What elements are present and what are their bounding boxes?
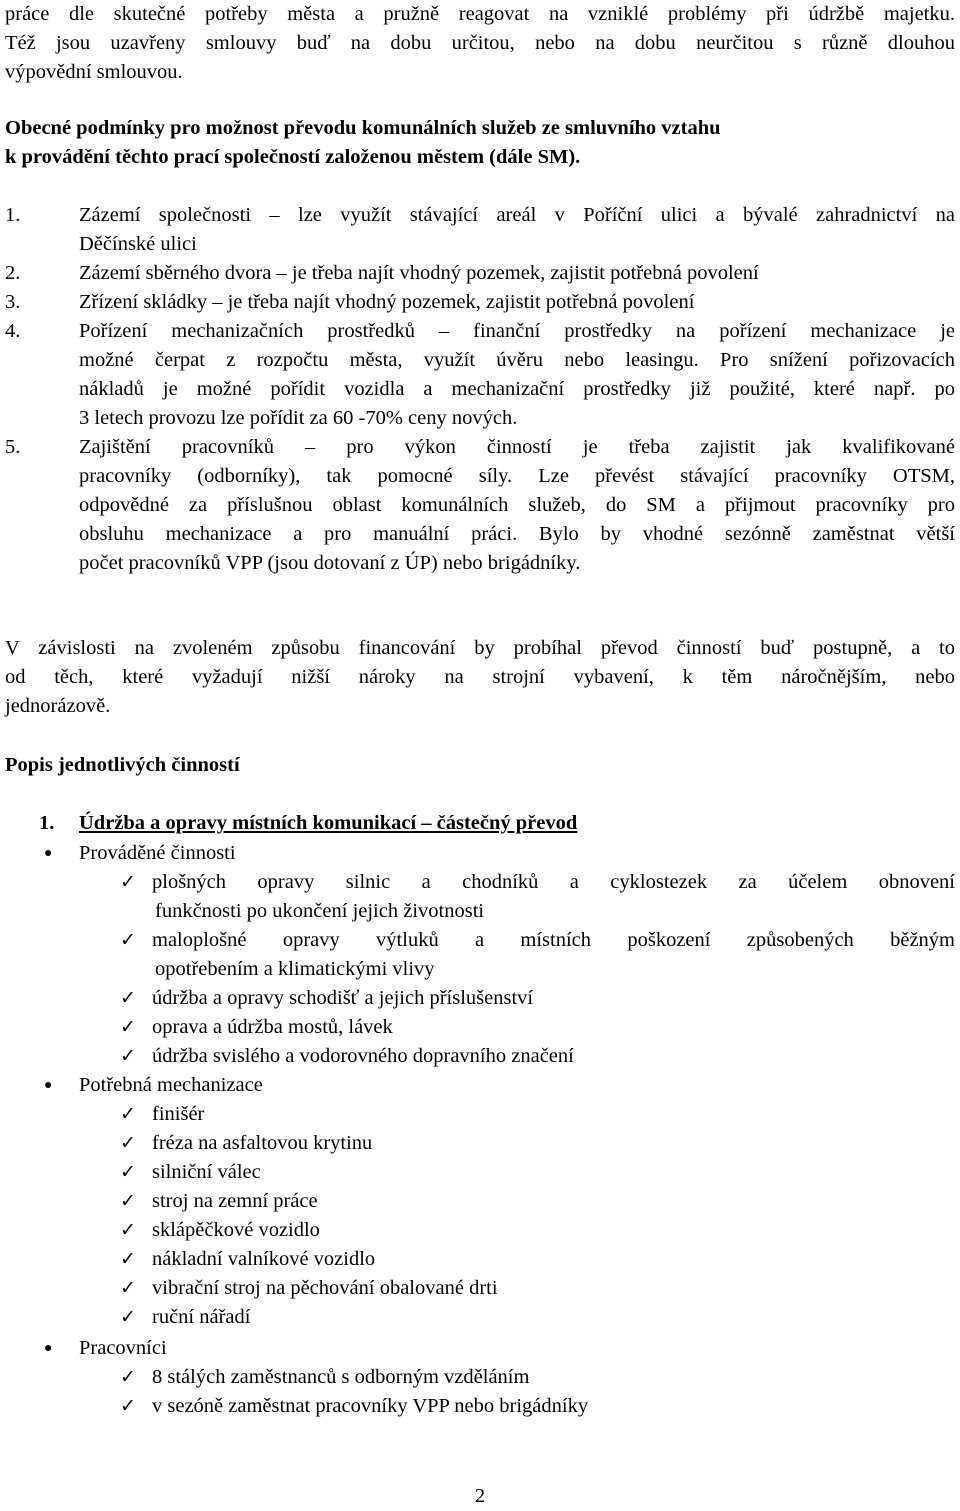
condition-number: 4. (5, 320, 21, 342)
checkmark-icon: ✓ (120, 1219, 136, 1241)
list-item: oprava a údržba mostů, lávek (152, 1016, 393, 1038)
condition-number: 5. (5, 436, 21, 458)
condition-text: Zajištění pracovníků – pro výkon činností je třeba zajistit jak kvalifikované (79, 436, 955, 458)
condition-text: počet pracovníků VPP (jsou dotovaní z ÚP) nebo brigádníky. (79, 552, 581, 574)
financing-line: V závislosti na zvoleném způsobu financování by probíhal převod činností buď postupně, a to (5, 637, 955, 659)
financing-line: jednorázově. (5, 695, 111, 717)
list-item: údržba svislého a vodorovného dopravního značení (152, 1045, 574, 1067)
list-item: nákladní valníkové vozidlo (152, 1248, 376, 1270)
page-number: 2 (474, 1485, 486, 1507)
conditions-heading: Obecné podmínky pro možnost převodu komunálních služeb ze smluvního vztahu (5, 117, 721, 139)
bullet-icon: ● (44, 846, 53, 861)
checkmark-icon: ✓ (120, 1248, 136, 1270)
list-item: fréza na asfaltovou krytinu (152, 1132, 373, 1154)
condition-text: odpovědné za příslušnou oblast komunálních služeb, do SM a přijmout pracovníky pro (79, 494, 955, 516)
list-item: 8 stálých zaměstnanců s odborným vzděláním (152, 1366, 530, 1388)
checkmark-icon: ✓ (120, 1190, 136, 1212)
list-item: sklápěčkové vozidlo (152, 1219, 320, 1241)
intro-line: práce dle skutečné potřeby města a pružně reagovat na vzniklé problémy při údržbě majetku. (5, 3, 955, 25)
list-item: maloplošné opravy výtluků a místních poškození způsobených běžným (152, 929, 955, 951)
bullet-icon: ● (44, 1341, 53, 1356)
condition-number: 2. (5, 262, 21, 284)
condition-text: Zřízení skládky – je třeba najít vhodný pozemek, zajistit potřebná povolení (79, 291, 695, 313)
checkmark-icon: ✓ (120, 1366, 136, 1388)
list-item: finišér (152, 1103, 205, 1125)
checkmark-icon: ✓ (120, 929, 136, 951)
intro-line: výpovědní smlouvou. (5, 61, 183, 83)
checkmark-icon: ✓ (120, 1306, 136, 1328)
conditions-heading: k provádění těchto prací společností založenou městem (dále SM). (5, 146, 581, 168)
financing-line: od těch, které vyžadují nižší nároky na strojní vybavení, k těm náročnějším, nebo (5, 666, 955, 688)
condition-text: Zázemí společnosti – lze využít stávající areál v Poříční ulici a bývalé zahradnictví na (79, 204, 955, 226)
condition-text: 3 letech provozu lze pořídit za 60 -70% ceny nových. (79, 407, 518, 429)
list-item: údržba a opravy schodišť a jejich příslušenství (152, 987, 534, 1009)
section-title: Údržba a opravy místních komunikací – částečný převod (79, 812, 578, 834)
intro-line: Též jsou uzavřeny smlouvy buď na dobu určitou, nebo na dobu neurčitou s různě dlouhou (5, 32, 955, 54)
condition-text: možné čerpat z rozpočtu města, využít úvěru nebo leasingu. Pro snížení pořizovacích (79, 349, 955, 371)
group-label: Potřebná mechanizace (79, 1074, 263, 1096)
condition-text: obsluhu mechanizace a pro manuální práci. Bylo by vhodné sezónně zaměstnat větší (79, 523, 955, 545)
checkmark-icon: ✓ (120, 1045, 136, 1067)
condition-number: 3. (5, 291, 21, 313)
checkmark-icon: ✓ (120, 871, 136, 893)
section-number: 1. (39, 812, 55, 834)
list-item: ruční nářadí (152, 1306, 251, 1328)
condition-number: 1. (5, 204, 21, 226)
condition-text: nákladů je možné pořídit vozidla a mechanizační prostředky již použité, které např. po (79, 378, 955, 400)
list-item: opotřebením a klimatickými vlivy (155, 958, 435, 980)
condition-text: Pořízení mechanizačních prostředků – finanční prostředky na pořízení mechanizace je (79, 320, 955, 342)
activities-heading: Popis jednotlivých činností (5, 754, 240, 776)
list-item: funkčnosti po ukončení jejich životnosti (155, 900, 485, 922)
condition-text: Zázemí sběrného dvora – je třeba najít vhodný pozemek, zajistit potřebná povolení (79, 262, 759, 284)
condition-text: pracovníky (odborníky), tak pomocné síly. Lze převést stávající pracovníky OTSM, (79, 465, 955, 487)
checkmark-icon: ✓ (120, 1016, 136, 1038)
list-item: plošných opravy silnic a chodníků a cyklostezek za účelem obnovení (152, 871, 955, 893)
checkmark-icon: ✓ (120, 987, 136, 1009)
condition-text: Děčínské ulici (79, 233, 197, 255)
checkmark-icon: ✓ (120, 1277, 136, 1299)
list-item: stroj na zemní práce (152, 1190, 318, 1212)
checkmark-icon: ✓ (120, 1132, 136, 1154)
group-label: Pracovníci (79, 1337, 167, 1359)
group-label: Prováděné činnosti (79, 842, 236, 864)
checkmark-icon: ✓ (120, 1395, 136, 1417)
bullet-icon: ● (44, 1078, 53, 1093)
list-item: vibrační stroj na pěchování obalované drti (152, 1277, 498, 1299)
list-item: silniční válec (152, 1161, 261, 1183)
checkmark-icon: ✓ (120, 1161, 136, 1183)
checkmark-icon: ✓ (120, 1103, 136, 1125)
list-item: v sezóně zaměstnat pracovníky VPP nebo brigádníky (152, 1395, 589, 1417)
